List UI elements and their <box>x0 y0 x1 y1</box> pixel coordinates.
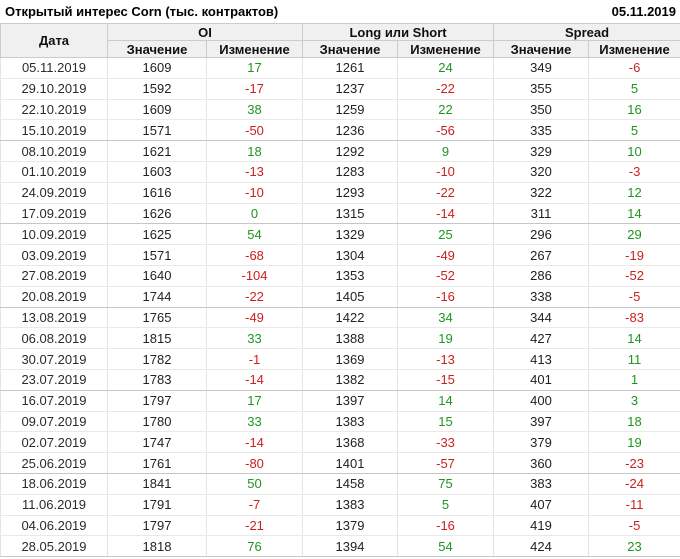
table-row <box>1 411 680 432</box>
cell-value: 320 <box>494 161 589 182</box>
cell-value: 1382 <box>303 369 398 390</box>
cell-value: 397 <box>494 411 589 432</box>
table-row <box>1 78 680 99</box>
cell-change: 23 <box>589 536 680 557</box>
cell-change: 76 <box>207 536 303 557</box>
cell-value: 329 <box>494 141 589 162</box>
cell-change: 18 <box>207 141 303 162</box>
table-row <box>1 245 680 266</box>
cell-value: 1259 <box>303 99 398 120</box>
cell-date: 24.09.2019 <box>1 182 108 203</box>
table-row <box>1 265 680 286</box>
cell-date: 23.07.2019 <box>1 369 108 390</box>
cell-value: 1609 <box>108 99 207 120</box>
cell-value: 1571 <box>108 245 207 266</box>
cell-value: 1304 <box>303 245 398 266</box>
cell-value: 1383 <box>303 494 398 515</box>
cell-value: 1401 <box>303 453 398 474</box>
cell-change: -22 <box>398 182 494 203</box>
cell-date: 04.06.2019 <box>1 515 108 536</box>
cell-change: 5 <box>589 78 680 99</box>
cell-value: 267 <box>494 245 589 266</box>
cell-value: 1458 <box>303 473 398 494</box>
cell-date: 09.07.2019 <box>1 411 108 432</box>
cell-change: -83 <box>589 307 680 328</box>
cell-value: 1603 <box>108 161 207 182</box>
cell-date: 27.08.2019 <box>1 265 108 286</box>
cell-change: -13 <box>398 349 494 370</box>
cell-change: 12 <box>589 182 680 203</box>
cell-change: -14 <box>207 432 303 453</box>
group-header-spread: Spread <box>494 24 680 41</box>
cell-date: 28.05.2019 <box>1 536 108 557</box>
cell-change: -21 <box>207 515 303 536</box>
cell-change: 33 <box>207 328 303 349</box>
cell-date: 01.10.2019 <box>1 161 108 182</box>
cell-value: 379 <box>494 432 589 453</box>
cell-value: 349 <box>494 58 589 79</box>
cell-value: 1783 <box>108 369 207 390</box>
cell-change: -16 <box>398 286 494 307</box>
cell-change: -49 <box>207 307 303 328</box>
subheader-spread-value: Значение <box>494 41 589 58</box>
cell-date: 18.06.2019 <box>1 473 108 494</box>
cell-value: 1609 <box>108 58 207 79</box>
cell-value: 1383 <box>303 411 398 432</box>
table-row <box>1 99 680 120</box>
cell-value: 350 <box>494 99 589 120</box>
cell-date: 16.07.2019 <box>1 390 108 411</box>
cell-change: 5 <box>589 120 680 141</box>
cell-value: 1315 <box>303 203 398 224</box>
cell-date: 25.06.2019 <box>1 453 108 474</box>
cell-change: 14 <box>398 390 494 411</box>
cell-change: -14 <box>207 369 303 390</box>
cell-change: 11 <box>589 349 680 370</box>
table-row <box>1 161 680 182</box>
cell-change: 3 <box>589 390 680 411</box>
cell-change: 50 <box>207 473 303 494</box>
cell-change: 54 <box>398 536 494 557</box>
cell-date: 06.08.2019 <box>1 328 108 349</box>
cell-value: 311 <box>494 203 589 224</box>
cell-change: -24 <box>589 473 680 494</box>
cell-change: -3 <box>589 161 680 182</box>
table-row <box>1 141 680 162</box>
cell-value: 1394 <box>303 536 398 557</box>
cell-change: -10 <box>398 161 494 182</box>
cell-value: 413 <box>494 349 589 370</box>
cell-date: 30.07.2019 <box>1 349 108 370</box>
cell-value: 1744 <box>108 286 207 307</box>
cell-value: 1369 <box>303 349 398 370</box>
subheader-oi-change: Изменение <box>207 41 303 58</box>
table-row <box>1 494 680 515</box>
cell-value: 1388 <box>303 328 398 349</box>
cell-date: 20.08.2019 <box>1 286 108 307</box>
table-body <box>1 58 680 557</box>
cell-date: 17.09.2019 <box>1 203 108 224</box>
cell-value: 1621 <box>108 141 207 162</box>
table-header <box>1 24 680 58</box>
cell-value: 1818 <box>108 536 207 557</box>
cell-change: -49 <box>398 245 494 266</box>
cell-value: 407 <box>494 494 589 515</box>
cell-change: -6 <box>589 58 680 79</box>
cell-date: 02.07.2019 <box>1 432 108 453</box>
cell-value: 419 <box>494 515 589 536</box>
cell-change: -22 <box>398 78 494 99</box>
cell-change: 5 <box>398 494 494 515</box>
cell-value: 1397 <box>303 390 398 411</box>
cell-change: -1 <box>207 349 303 370</box>
cell-value: 1761 <box>108 453 207 474</box>
cell-change: -57 <box>398 453 494 474</box>
cell-date: 05.11.2019 <box>1 58 108 79</box>
table-row <box>1 515 680 536</box>
cell-value: 322 <box>494 182 589 203</box>
cell-value: 1379 <box>303 515 398 536</box>
cell-change: -13 <box>207 161 303 182</box>
cell-value: 1815 <box>108 328 207 349</box>
cell-value: 1841 <box>108 473 207 494</box>
cell-change: -7 <box>207 494 303 515</box>
table-row <box>1 182 680 203</box>
table-row <box>1 369 680 390</box>
cell-value: 424 <box>494 536 589 557</box>
cell-date: 15.10.2019 <box>1 120 108 141</box>
cell-value: 355 <box>494 78 589 99</box>
cell-value: 1283 <box>303 161 398 182</box>
cell-change: 14 <box>589 328 680 349</box>
cell-value: 1571 <box>108 120 207 141</box>
table-row <box>1 286 680 307</box>
cell-value: 401 <box>494 369 589 390</box>
page-title: Открытый интерес Corn (тыс. контрактов) <box>5 4 279 19</box>
cell-change: -104 <box>207 265 303 286</box>
cell-value: 1422 <box>303 307 398 328</box>
table-row <box>1 390 680 411</box>
table-row <box>1 224 680 245</box>
cell-change: 75 <box>398 473 494 494</box>
subheader-ls-change: Изменение <box>398 41 494 58</box>
table-row <box>1 203 680 224</box>
cell-change: 14 <box>589 203 680 224</box>
group-header-oi: OI <box>108 24 303 41</box>
cell-change: -56 <box>398 120 494 141</box>
table-row <box>1 58 680 79</box>
cell-date: 29.10.2019 <box>1 78 108 99</box>
cell-value: 1237 <box>303 78 398 99</box>
cell-change: -23 <box>589 453 680 474</box>
cell-change: -5 <box>589 515 680 536</box>
cell-change: -5 <box>589 286 680 307</box>
cell-change: 19 <box>398 328 494 349</box>
cell-value: 286 <box>494 265 589 286</box>
cell-value: 1797 <box>108 515 207 536</box>
column-header-date: Дата <box>1 24 108 58</box>
cell-change: -50 <box>207 120 303 141</box>
cell-value: 1329 <box>303 224 398 245</box>
table-row <box>1 473 680 494</box>
cell-change: -80 <box>207 453 303 474</box>
cell-value: 1592 <box>108 78 207 99</box>
cell-value: 1747 <box>108 432 207 453</box>
cell-change: 16 <box>589 99 680 120</box>
cell-value: 1368 <box>303 432 398 453</box>
cell-date: 03.09.2019 <box>1 245 108 266</box>
table-row <box>1 432 680 453</box>
cell-change: 25 <box>398 224 494 245</box>
titlebar <box>0 0 680 23</box>
cell-value: 296 <box>494 224 589 245</box>
report-date: 05.11.2019 <box>611 4 676 19</box>
cell-change: 24 <box>398 58 494 79</box>
cell-change: -10 <box>207 182 303 203</box>
cell-value: 1765 <box>108 307 207 328</box>
cell-value: 338 <box>494 286 589 307</box>
cell-value: 1405 <box>303 286 398 307</box>
cell-value: 1292 <box>303 141 398 162</box>
cell-value: 383 <box>494 473 589 494</box>
cell-value: 335 <box>494 120 589 141</box>
open-interest-table <box>0 23 680 557</box>
cell-change: 29 <box>589 224 680 245</box>
cell-value: 1640 <box>108 265 207 286</box>
cell-change: 10 <box>589 141 680 162</box>
cell-change: -68 <box>207 245 303 266</box>
cell-change: -15 <box>398 369 494 390</box>
cell-value: 1261 <box>303 58 398 79</box>
subheader-spread-change: Изменение <box>589 41 680 58</box>
cell-value: 400 <box>494 390 589 411</box>
table-row <box>1 453 680 474</box>
cell-value: 1625 <box>108 224 207 245</box>
table-row <box>1 307 680 328</box>
cell-change: -16 <box>398 515 494 536</box>
cell-change: -52 <box>589 265 680 286</box>
cell-change: 0 <box>207 203 303 224</box>
table-row <box>1 349 680 370</box>
cell-value: 1626 <box>108 203 207 224</box>
table-row <box>1 328 680 349</box>
table-row <box>1 536 680 557</box>
cell-change: -19 <box>589 245 680 266</box>
subheader-oi-value: Значение <box>108 41 207 58</box>
cell-change: 17 <box>207 58 303 79</box>
cell-value: 1797 <box>108 390 207 411</box>
cell-value: 1616 <box>108 182 207 203</box>
cell-date: 22.10.2019 <box>1 99 108 120</box>
cell-value: 1780 <box>108 411 207 432</box>
cell-change: -17 <box>207 78 303 99</box>
cell-date: 13.08.2019 <box>1 307 108 328</box>
cell-value: 1782 <box>108 349 207 370</box>
cell-change: 34 <box>398 307 494 328</box>
cell-change: 9 <box>398 141 494 162</box>
cell-change: -11 <box>589 494 680 515</box>
table-row <box>1 120 680 141</box>
cell-change: 54 <box>207 224 303 245</box>
cell-value: 1293 <box>303 182 398 203</box>
cell-change: 33 <box>207 411 303 432</box>
cell-value: 1236 <box>303 120 398 141</box>
group-header-long-short: Long или Short <box>303 24 494 41</box>
cell-change: 19 <box>589 432 680 453</box>
cell-change: 22 <box>398 99 494 120</box>
cell-change: 15 <box>398 411 494 432</box>
cell-date: 08.10.2019 <box>1 141 108 162</box>
cell-change: -33 <box>398 432 494 453</box>
cell-change: -22 <box>207 286 303 307</box>
cell-change: -14 <box>398 203 494 224</box>
cell-change: 18 <box>589 411 680 432</box>
cell-date: 10.09.2019 <box>1 224 108 245</box>
cell-value: 1791 <box>108 494 207 515</box>
cell-value: 360 <box>494 453 589 474</box>
cell-date: 11.06.2019 <box>1 494 108 515</box>
cell-change: 17 <box>207 390 303 411</box>
cell-change: -52 <box>398 265 494 286</box>
cell-value: 1353 <box>303 265 398 286</box>
cell-value: 344 <box>494 307 589 328</box>
cell-change: 1 <box>589 369 680 390</box>
subheader-ls-value: Значение <box>303 41 398 58</box>
cell-value: 427 <box>494 328 589 349</box>
cell-change: 38 <box>207 99 303 120</box>
